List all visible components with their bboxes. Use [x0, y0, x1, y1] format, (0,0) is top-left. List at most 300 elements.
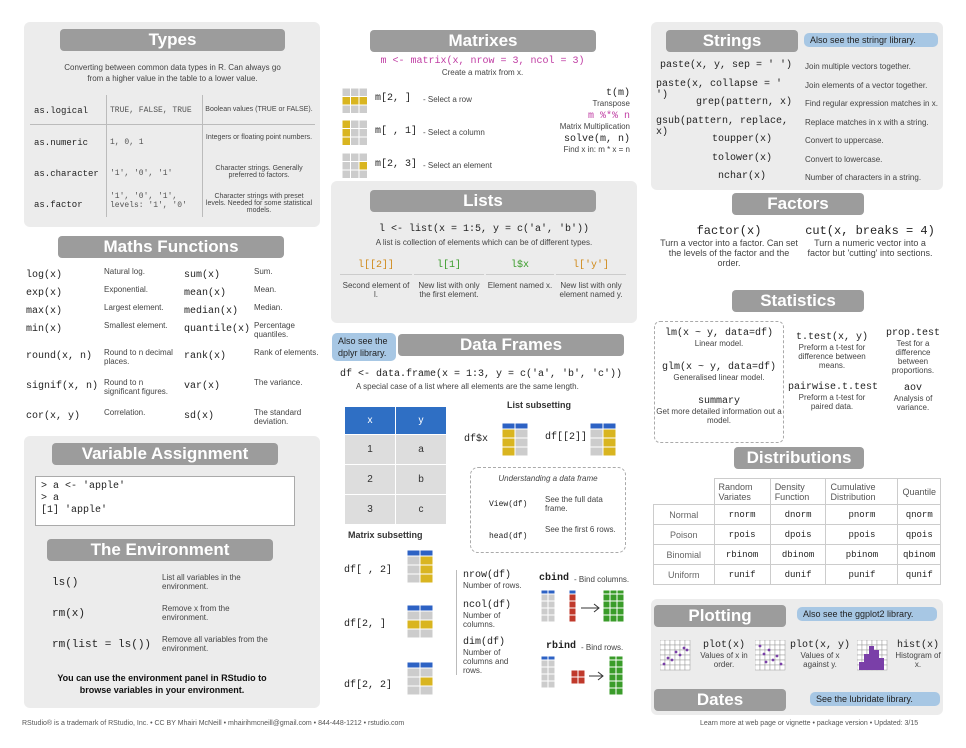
plot-grid-cell	[675, 660, 680, 665]
df-header-cell	[603, 423, 616, 429]
string-code: tolower(x)	[711, 152, 772, 164]
df-fn-desc: Number of columns and rows.	[463, 648, 509, 675]
stats-desc: Linear model.	[694, 339, 744, 348]
plot-grid-cell	[660, 655, 665, 660]
plot-grid-cell	[775, 645, 780, 650]
plot-point	[679, 654, 682, 657]
maths-desc: Correlation.	[104, 408, 146, 417]
list-item	[556, 260, 626, 299]
maths-row	[184, 318, 320, 345]
strings-row	[656, 60, 940, 79]
maths-fn: max(x)	[26, 306, 63, 317]
matrix-subsetting-label: Matrix subsetting	[348, 530, 423, 540]
dist-fn: punif	[826, 565, 898, 585]
stats-tests	[788, 332, 879, 411]
grid-cell	[502, 438, 515, 447]
matrix-element-select-icon	[342, 153, 368, 184]
dates-title: Dates	[654, 689, 786, 711]
grid-cell	[515, 447, 528, 456]
strings-row	[656, 134, 940, 153]
df-matrix-code: df[2, ]	[344, 619, 387, 630]
maths-desc: The variance.	[254, 378, 303, 387]
maths-desc: The standard deviation.	[254, 408, 302, 426]
env-fn: ls()	[52, 577, 79, 589]
plot-grid-cell	[675, 665, 680, 670]
plot-grid-cell	[685, 655, 690, 660]
maths-fn: sd(x)	[184, 411, 215, 422]
plot-grid-cell	[755, 665, 760, 670]
df-cell: b	[396, 465, 447, 495]
df-cell: a	[396, 435, 447, 465]
plot-grid-cell	[660, 645, 665, 650]
maths-row	[26, 375, 176, 405]
plot-grid-cell	[877, 640, 882, 645]
string-code: nchar(x)	[717, 171, 766, 182]
maths-row	[26, 345, 176, 375]
maths-desc: Exponential.	[104, 285, 149, 294]
bind-header-cell	[616, 656, 623, 660]
grid-cell	[502, 429, 515, 438]
grid-cell	[342, 105, 351, 114]
dataframes-title: Data Frames	[398, 334, 624, 356]
strings-row	[656, 171, 940, 190]
grid-cell	[420, 611, 433, 620]
df-cell: c	[396, 495, 447, 525]
plot-grid-cell	[755, 650, 760, 655]
hist-bar	[879, 658, 884, 670]
df-create-desc: A special case of a list where all elements are the same length.	[356, 382, 579, 391]
df-matrix-code: df[2, 2]	[344, 680, 393, 691]
grid-cell	[515, 438, 528, 447]
plot-grid-cell	[755, 655, 760, 660]
df-cell: 1	[345, 435, 396, 465]
grid-cell	[351, 170, 360, 179]
dist-fn: qbinom	[898, 545, 941, 565]
maths-title: Maths Functions	[58, 236, 284, 258]
plot-point	[671, 659, 674, 662]
strings-row	[656, 78, 940, 101]
df-header-cell	[407, 605, 420, 611]
dist-row	[654, 505, 941, 525]
env-desc: Remove all variables from the environment.	[162, 635, 268, 653]
maths-right	[184, 264, 320, 426]
maths-fn: exp(x)	[26, 288, 63, 299]
hist-icon	[857, 640, 889, 677]
grid-cell	[616, 674, 623, 681]
list-desc: Element named x.	[487, 281, 553, 290]
grid-cell	[541, 594, 548, 601]
maths-row	[184, 375, 320, 405]
stats-others	[882, 328, 944, 412]
grid-cell	[609, 674, 616, 681]
list-desc: New list with only the first element.	[418, 281, 480, 299]
plot-grid-cell	[857, 645, 862, 650]
grid-cell	[548, 681, 555, 688]
plot-grid-cell	[867, 640, 872, 645]
environment-list	[52, 572, 312, 670]
grid-cell	[359, 137, 368, 146]
distributions-title: Distributions	[734, 447, 864, 469]
factor-code: cut(x, breaks = 4)	[805, 224, 935, 238]
cbind-code: cbind	[539, 573, 570, 584]
ggplot2-note[interactable]: Also see the ggplot2 library.	[797, 607, 937, 621]
dist-fn: qpois	[898, 525, 941, 545]
string-code: grep(pattern, x)	[695, 97, 792, 108]
grid-cell	[420, 686, 433, 695]
types-fn: as.logical	[34, 106, 89, 116]
plot-grid-cell	[765, 640, 770, 645]
plot-grid-cell	[680, 665, 685, 670]
plot-grid-cell	[670, 665, 675, 670]
matrix-select-code: m[2, 3]	[375, 159, 418, 170]
df-fns	[456, 570, 543, 675]
df-dollar-icon	[502, 423, 530, 464]
plot-grid-cell	[675, 640, 680, 645]
dist-row	[654, 565, 941, 585]
grid-cell	[359, 162, 368, 171]
grid-cell	[548, 601, 555, 608]
string-desc: Convert to uppercase.	[805, 136, 884, 145]
string-desc: Find regular expression matches in x.	[805, 99, 938, 108]
types-row	[30, 156, 315, 187]
console-line: > a <- 'apple'	[41, 481, 126, 492]
grid-cell	[502, 447, 515, 456]
dist-fn: ppois	[826, 525, 898, 545]
grid-cell	[541, 660, 548, 667]
matrix-col-select-icon	[342, 120, 368, 151]
df-col-header: y	[396, 407, 447, 435]
df-list-code: df$x	[464, 434, 489, 445]
env-desc: List all variables in the environment.	[162, 573, 241, 591]
dplyr-note[interactable]: Also see the dplyr library.	[332, 333, 396, 361]
plot-grid-cell	[780, 655, 785, 660]
bind-header-cell	[569, 590, 576, 594]
grid-cell	[359, 170, 368, 179]
grid-cell	[569, 615, 576, 622]
maths-row	[26, 300, 176, 318]
env-fn: rm(x)	[52, 608, 86, 620]
grid-cell	[603, 601, 610, 608]
plot-grid-cell	[760, 660, 765, 665]
grid-cell	[609, 681, 616, 688]
string-desc: Join multiple vectors together.	[805, 62, 911, 71]
grid-cell	[578, 677, 585, 684]
maths-desc: Round to n decimal places.	[104, 348, 173, 366]
types-row	[30, 93, 315, 125]
dist-fn: dunif	[770, 565, 826, 585]
matrix-op-desc: Matrix Multiplication	[559, 122, 630, 131]
df-col-icon	[407, 550, 435, 591]
bind-header-cell	[610, 590, 617, 594]
grid-cell	[610, 608, 617, 615]
grid-cell	[548, 608, 555, 615]
dist-head-row	[654, 479, 941, 505]
understanding-label: Understanding a data frame	[498, 474, 598, 483]
grid-cell	[603, 447, 616, 456]
grid-cell	[609, 688, 616, 695]
strings-row	[656, 115, 940, 138]
grid-cell	[420, 565, 433, 574]
stats-desc: Generalised linear model.	[673, 373, 765, 382]
plot-item	[894, 640, 942, 669]
maths-row	[26, 282, 176, 300]
types-vals: '1', '0', '1', levels: '1', '0'	[110, 192, 187, 210]
plot-grid-cell	[760, 665, 765, 670]
grid-cell	[548, 615, 555, 622]
plot-item	[789, 640, 851, 669]
strings-row	[656, 97, 940, 116]
list-item	[486, 260, 554, 290]
understanding-code: head(df)	[489, 532, 528, 541]
grid-cell	[359, 88, 368, 97]
df-fn-desc: Number of rows.	[463, 581, 522, 590]
footer-right: Learn more at web page or vignette • package version • Updated: 3/15	[700, 720, 919, 727]
grid-cell	[407, 556, 420, 565]
maths-fn: min(x)	[26, 324, 63, 335]
plot-grid-cell	[872, 640, 877, 645]
bind-header-cell	[603, 590, 610, 594]
types-title: Types	[60, 29, 285, 51]
grid-cell	[420, 556, 433, 565]
console-line: > a	[41, 493, 60, 504]
grid-cell	[342, 88, 351, 97]
types-fn: as.character	[34, 169, 99, 179]
df-table	[344, 406, 447, 525]
dist-head	[654, 479, 715, 505]
dist-fn: qunif	[898, 565, 941, 585]
plot-xy-icon	[755, 640, 787, 677]
string-desc: Join elements of a vector together.	[805, 80, 928, 90]
stats-models-box	[654, 321, 784, 443]
environment-title: The Environment	[47, 539, 273, 561]
grid-cell	[342, 97, 351, 106]
string-desc: Replace matches in x with a string.	[805, 117, 929, 127]
understanding-code: View(df)	[489, 500, 528, 509]
stringr-note[interactable]: Also see the stringr library.	[804, 33, 938, 47]
dist-fn: rnorm	[714, 505, 770, 525]
types-table	[30, 93, 315, 218]
plot-code: hist(x)	[896, 640, 939, 651]
df-fn-code: ncol(df)	[463, 600, 512, 611]
matrix-select-desc: - Select an element	[423, 161, 492, 170]
variable-title: Variable Assignment	[52, 443, 278, 465]
grid-cell	[569, 594, 576, 601]
grid-cell	[359, 105, 368, 114]
maths-fn: var(x)	[184, 381, 221, 392]
grid-cell	[359, 97, 368, 106]
grid-cell	[603, 438, 616, 447]
stats-code: glm(x ~ y, data=df)	[661, 362, 777, 373]
df-row-icon	[407, 605, 435, 646]
bind-header-cell	[548, 656, 555, 660]
environment-footer: You can use the environment panel in RStudio to browse variables in your environment.	[57, 673, 267, 695]
list-item	[340, 260, 412, 299]
grid-cell	[541, 674, 548, 681]
df-col-header: x	[345, 407, 396, 435]
string-desc: Convert to lowercase.	[805, 154, 883, 164]
types-row	[30, 125, 315, 156]
plot-grid-cell	[675, 645, 680, 650]
grid-cell	[351, 153, 360, 162]
grid-cell	[420, 620, 433, 629]
plot-grid-cell	[780, 650, 785, 655]
plot-grid-cell	[660, 665, 665, 670]
grid-cell	[617, 615, 624, 622]
grid-cell	[342, 120, 351, 129]
console-line: [1] 'apple'	[41, 505, 108, 516]
plot-grid-cell	[670, 640, 675, 645]
df-element-icon	[407, 662, 435, 703]
list-desc: New list with only element named y.	[559, 281, 623, 299]
stats-code: summary	[697, 396, 740, 407]
factor-desc: Turn a numeric vector into a factor but 'cutting' into sections.	[807, 238, 933, 258]
lubridate-note[interactable]: See the lubridate library.	[810, 692, 940, 706]
maths-row	[26, 405, 176, 423]
df-header-cell	[407, 662, 420, 668]
grid-cell	[407, 629, 420, 638]
plot-point	[765, 661, 768, 664]
grid-cell	[603, 608, 610, 615]
dist-fn: rbinom	[714, 545, 770, 565]
plot-grid-cell	[770, 640, 775, 645]
grid-cell	[407, 686, 420, 695]
dist-row	[654, 545, 941, 565]
stats-code: aov	[903, 383, 922, 394]
list-subsetting-label: List subsetting	[507, 400, 572, 410]
grid-cell	[609, 660, 616, 667]
grid-cell	[569, 608, 576, 615]
stats-desc: Preform a t-test for paired data.	[798, 393, 866, 411]
cbind-diagram	[541, 590, 637, 633]
df-create-code: df <- data.frame(x = 1:3, y = c('a', 'b', 'c'))	[340, 369, 623, 380]
plot-grid-cell	[775, 665, 780, 670]
grid-cell	[359, 120, 368, 129]
df-header-cell	[590, 423, 603, 429]
strings-title: Strings	[666, 30, 798, 52]
df-matrix-code: df[ , 2]	[344, 565, 393, 576]
lists-title: Lists	[370, 190, 596, 212]
plot-grid-cell	[685, 640, 690, 645]
matrix-row-select-icon	[342, 88, 368, 119]
string-code: paste(x, collapse = ' ')	[656, 78, 783, 101]
grid-cell	[407, 668, 420, 677]
grid-cell	[407, 620, 420, 629]
stats-code: t.test(x, y)	[795, 332, 868, 343]
grid-cell	[571, 677, 578, 684]
df-header-cell	[515, 423, 528, 429]
cbind-desc: - Bind columns.	[574, 575, 630, 584]
list-code: l$x	[486, 260, 554, 275]
plot-grid-cell	[765, 665, 770, 670]
grid-cell	[351, 137, 360, 146]
df-header-cell	[420, 605, 433, 611]
maths-fn: rank(x)	[184, 351, 227, 362]
maths-fn: cor(x, y)	[26, 411, 81, 422]
grid-cell	[342, 137, 351, 146]
df-cell: 2	[345, 465, 396, 495]
df-header-cell	[420, 662, 433, 668]
grid-cell	[351, 162, 360, 171]
plot-point	[776, 655, 779, 658]
stats-code: prop.test	[885, 328, 940, 339]
grid-cell	[548, 594, 555, 601]
dist-fn: dnorm	[770, 505, 826, 525]
dist-fn: pbinom	[826, 545, 898, 565]
plot-x-icon	[660, 640, 692, 677]
dist-name: Poison	[654, 525, 715, 545]
factor-desc: Turn a vector into a factor. Can set the levels of the factor and the order.	[660, 238, 798, 268]
stats-code: lm(x ~ y, data=df)	[664, 328, 774, 339]
plot-grid-cell	[882, 645, 887, 650]
plot-grid-cell	[660, 650, 665, 655]
plot-grid-cell	[857, 655, 862, 660]
grid-cell	[407, 574, 420, 583]
grid-cell	[571, 670, 578, 677]
dist-head: Cumulative Distribution	[826, 479, 898, 505]
plot-point	[686, 649, 689, 652]
maths-row	[184, 405, 320, 426]
grid-cell	[407, 611, 420, 620]
maths-fn: median(x)	[184, 306, 239, 317]
plot-grid-cell	[775, 650, 780, 655]
plot-grid-cell	[765, 655, 770, 660]
matrix-op-desc: Find x in: m * x = n	[563, 145, 630, 154]
understanding-desc: See the first 6 rows.	[545, 525, 616, 534]
bind-header-cell	[541, 590, 548, 594]
grid-cell	[420, 574, 433, 583]
grid-cell	[342, 153, 351, 162]
maths-fn: signif(x, n)	[26, 381, 99, 392]
grid-cell	[590, 447, 603, 456]
grid-cell	[603, 429, 616, 438]
matrix-select-desc: - Select a row	[423, 95, 472, 104]
maths-desc: Percentage quantiles.	[254, 321, 295, 339]
dist-head: Quantile	[898, 479, 941, 505]
plot-code: plot(x, y)	[789, 640, 850, 651]
df-header-cell	[420, 550, 433, 556]
df-header-cell	[502, 423, 515, 429]
types-desc: Integers or floating point numbers.	[205, 134, 313, 141]
plotting-title: Plotting	[654, 605, 786, 627]
stats-desc: Preform a t-test for difference between means.	[798, 343, 866, 370]
types-row	[30, 187, 315, 218]
maths-row	[184, 300, 320, 318]
rbind-desc: - Bind rows.	[581, 643, 624, 652]
arrow-icon	[589, 672, 603, 680]
environment-row	[52, 572, 312, 603]
plot-grid-cell	[877, 645, 882, 650]
dist-fn: qnorm	[898, 505, 941, 525]
dist-name: Binomial	[654, 545, 715, 565]
env-fn: rm(list = ls())	[52, 639, 152, 651]
df-header-cell	[407, 550, 420, 556]
dist-fn: pnorm	[826, 505, 898, 525]
grid-cell	[351, 120, 360, 129]
types-vals: '1', '0', '1'	[110, 169, 173, 178]
plot-grid-cell	[857, 650, 862, 655]
df-doublebracket-icon	[590, 423, 618, 464]
plot-item	[694, 640, 754, 669]
maths-row	[184, 282, 320, 300]
plot-grid-cell	[685, 660, 690, 665]
maths-desc: Median.	[254, 303, 283, 312]
string-code: gsub(pattern, replace, x)	[656, 115, 789, 138]
grid-cell	[351, 129, 360, 138]
dist-fn: dbinom	[770, 545, 826, 565]
plot-grid-cell	[780, 665, 785, 670]
grid-cell	[548, 660, 555, 667]
grid-cell	[515, 429, 528, 438]
